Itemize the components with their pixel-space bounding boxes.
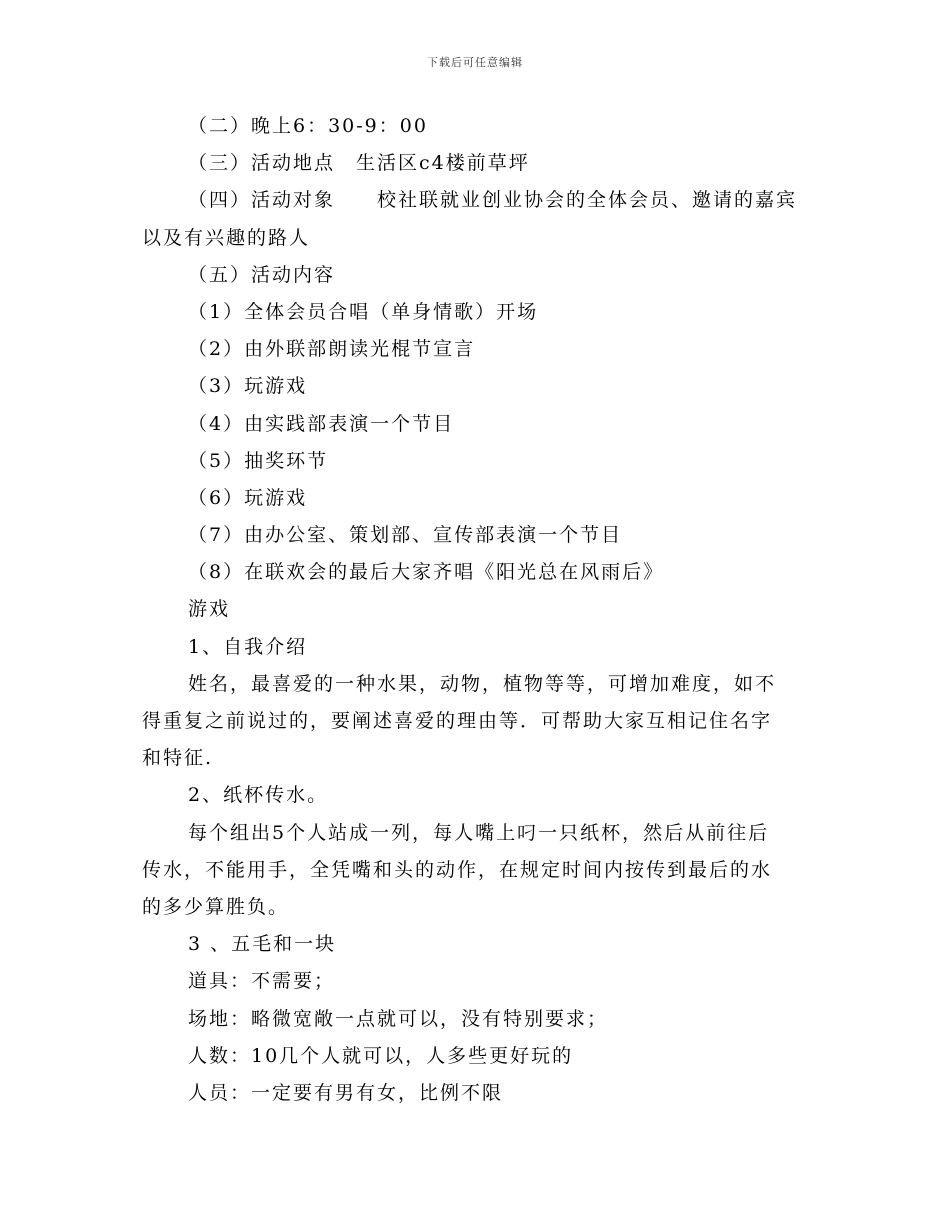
text-line: 人员：一定要有男有女，比例不限 [188,1081,504,1104]
text-line: （7）由办公室、策划部、宣传部表演一个节目 [188,524,623,547]
document-body [142,108,810,1112]
page-header: 下载后可任意编辑 [427,56,523,69]
text-line: 人数：10几个人就可以，人多些更好玩的 [188,1044,574,1067]
text-line: （四）活动对象 校社联就业创业协会的全体会员、邀请的嘉宾 [188,189,798,212]
text-line: 2、纸杯传水。 [188,784,329,807]
text-line: 每个组出5个人站成一列，每人嘴上叼一只纸杯，然后从前往后 [188,821,770,844]
text-line: （1）全体会员合唱（单身情歌）开场 [188,300,539,323]
text-line: 得重复之前说过的，要阐述喜爱的理由等．可帮助大家互相记住名字 [142,710,773,732]
text-line: （6）玩游戏 [188,486,308,509]
text-line: 道具：不需要； [188,970,336,993]
text-line: （三）活动地点 生活区c4楼前草坪 [188,152,530,175]
text-line: 姓名，最喜爱的一种水果，动物，植物等等，可增加难度，如不 [188,672,777,695]
text-line: （5）抽奖环节 [188,449,329,472]
text-line: 1、自我介绍 [188,635,308,658]
text-line: （3）玩游戏 [188,375,308,398]
text-line: （2）由外联部朗读光棍节宣言 [188,338,476,361]
text-line: （二）晚上6：30-9：00 [188,115,428,137]
text-line: （4）由实践部表演一个节目 [188,412,455,435]
text-line: 的多少算胜负。 [142,895,290,918]
text-line: 场地：略微宽敞一点就可以，没有特别要求； [188,1007,609,1030]
text-line: 以及有兴趣的路人 [142,226,311,249]
text-line: 3 、五毛和一块 [188,933,337,956]
text-line: 游戏 [188,598,231,621]
text-line: 和特征. [142,747,214,770]
text-line: （8）在联欢会的最后大家齐唱《阳光总在风雨后》 [188,561,665,584]
text-line: 传水，不能用手，全凭嘴和头的动作，在规定时间内按传到最后的水 [142,858,773,881]
text-line: （五）活动内容 [188,263,336,286]
